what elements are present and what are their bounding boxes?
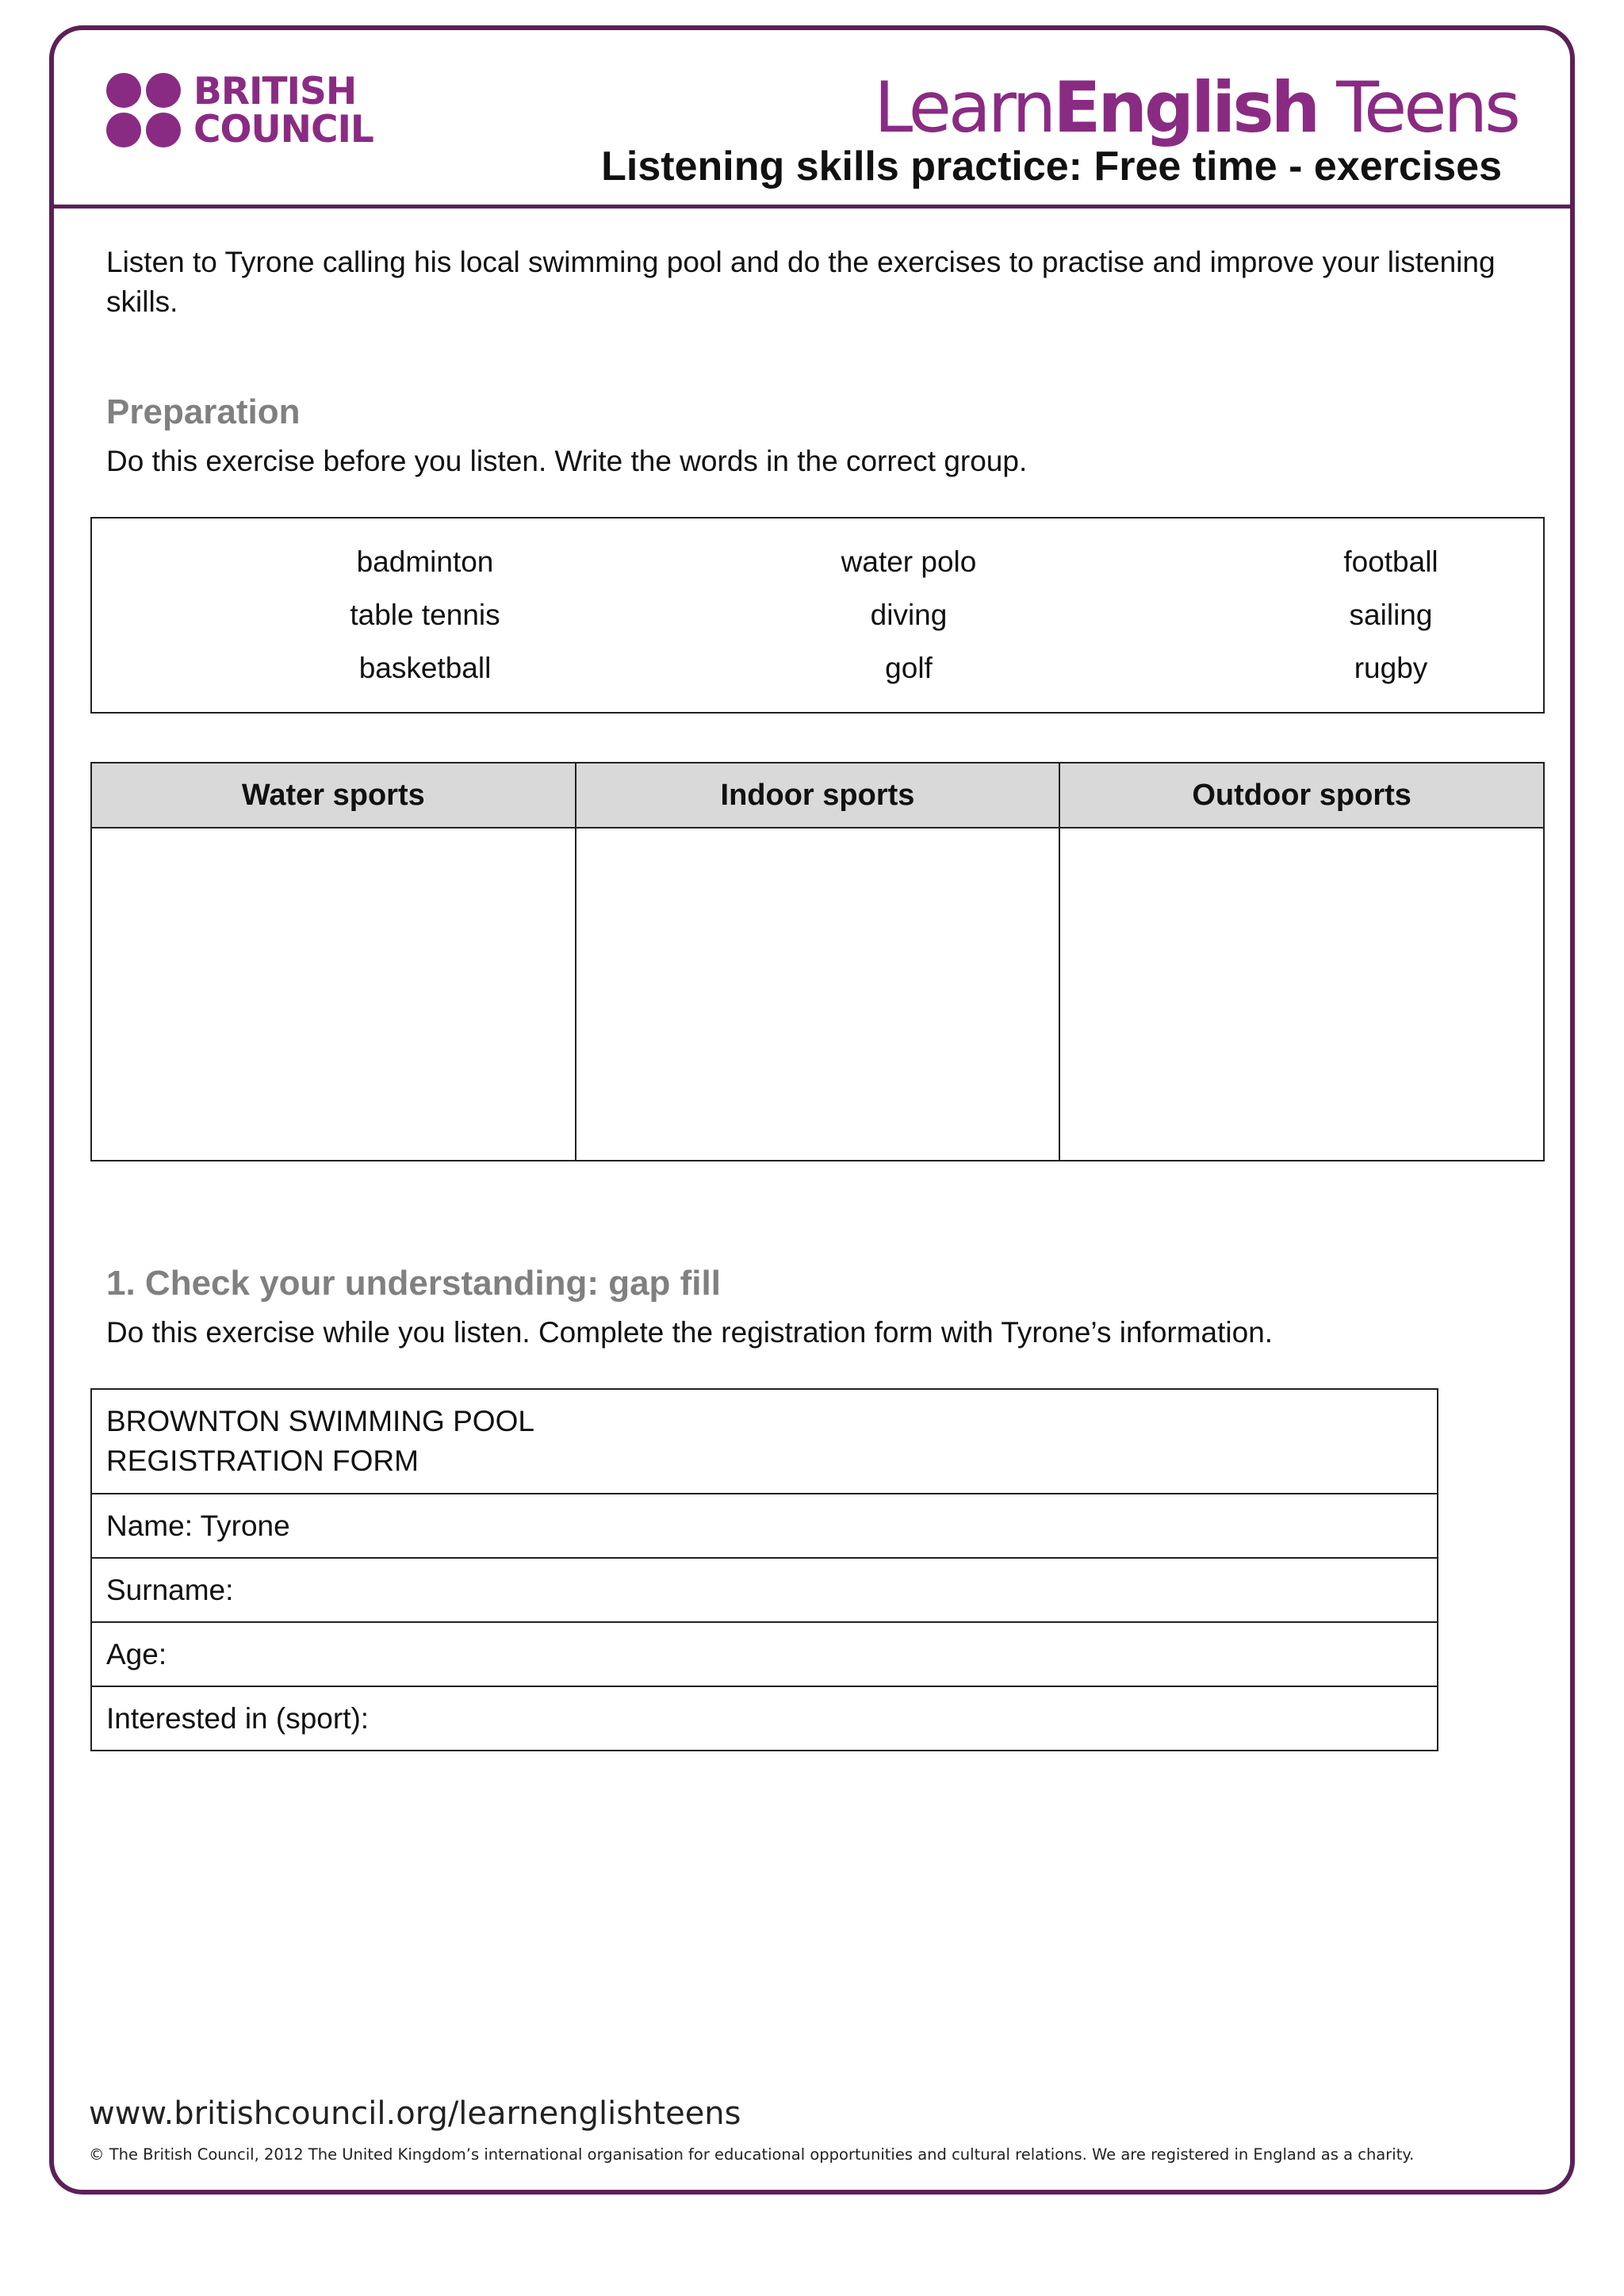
header-divider <box>52 205 1572 209</box>
footer-copyright: © The British Council, 2012 The United Kingdom’s international organisation for educational opportunities and cultural relations. We are registered in England as a charity. <box>89 2145 1415 2164</box>
word-item: basketball <box>358 652 492 684</box>
column-header-outdoor-sports: Outdoor sports <box>1059 763 1544 828</box>
answer-cell-outdoor-sports[interactable] <box>1059 828 1544 1161</box>
exercise1-heading: 1. Check your understanding: gap fill <box>106 1264 721 1303</box>
word-item: badminton <box>356 545 494 578</box>
british-council-dots-icon <box>106 73 182 149</box>
word-item: rugby <box>1354 652 1428 684</box>
form-row-surname[interactable]: Surname: <box>91 1558 1438 1622</box>
word-bank <box>90 517 1545 714</box>
page-title: Listening skills practice: Free time - exercises <box>601 144 1502 189</box>
intro-text: Listen to Tyrone calling his local swimming pool and do the exercises to practise and improve your listening skills. <box>106 246 1496 318</box>
footer-url[interactable]: www.britishcouncil.org/learnenglishteens <box>89 2095 741 2132</box>
word-item: table tennis <box>350 599 500 631</box>
form-title-line2: REGISTRATION FORM <box>106 1445 419 1477</box>
answer-cell-indoor-sports[interactable] <box>576 828 1060 1161</box>
brand-english: English <box>1053 67 1318 148</box>
form-row-age[interactable]: Age: <box>91 1622 1438 1686</box>
word-item: golf <box>885 652 933 684</box>
exercise1-instruction: Do this exercise while you listen. Complete the registration form with Tyrone’s information. <box>106 1316 1274 1349</box>
registration-form <box>90 1388 1438 1751</box>
sorting-table <box>90 762 1545 1161</box>
form-title-line1: BROWNTON SWIMMING POOL <box>106 1405 534 1437</box>
form-row-name: Name: Tyrone <box>91 1494 1438 1558</box>
preparation-heading: Preparation <box>106 392 301 431</box>
british-council-wordmark: BRITISH COUNCIL <box>193 70 373 151</box>
column-header-indoor-sports: Indoor sports <box>576 763 1060 828</box>
word-item: diving <box>870 599 948 631</box>
form-row-interested-in[interactable]: Interested in (sport): <box>91 1686 1438 1751</box>
brand-learn: Learn <box>874 67 1054 148</box>
preparation-instruction: Do this exercise before you listen. Write the words in the correct group. <box>106 445 1028 477</box>
brand-teens: Teens <box>1317 67 1518 148</box>
word-item: sailing <box>1349 599 1433 631</box>
word-item: water polo <box>841 545 977 578</box>
form-title <box>91 1389 1438 1494</box>
word-item: football <box>1343 545 1438 578</box>
learnenglish-teens-logo <box>874 68 1518 147</box>
column-header-water-sports: Water sports <box>91 763 576 828</box>
answer-cell-water-sports[interactable] <box>91 828 576 1161</box>
